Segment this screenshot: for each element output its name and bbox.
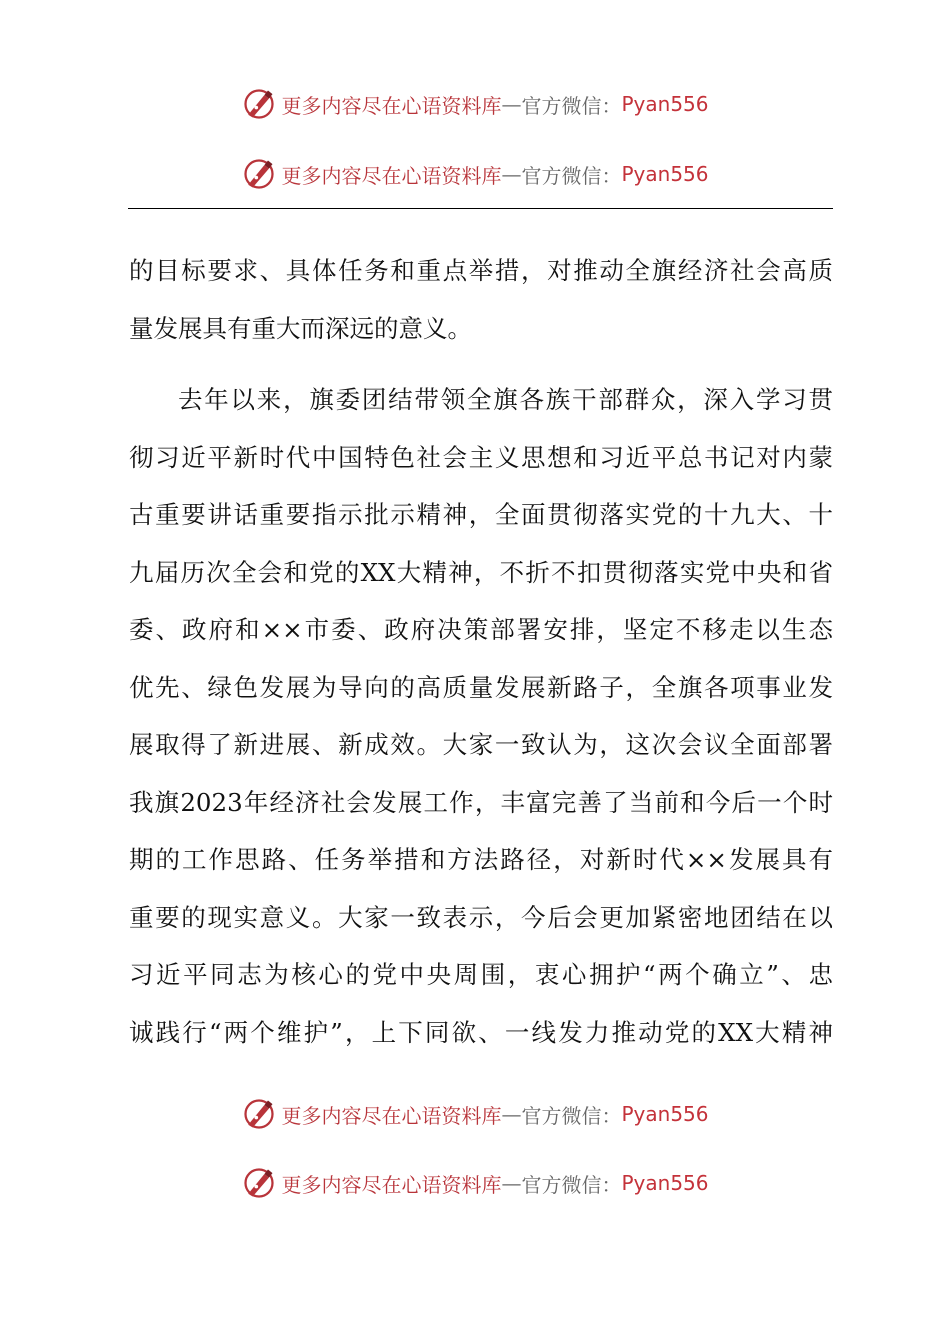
text-line: 期的工作思路、任务举措和方法路径，对新时代××发展具有 [129, 845, 833, 874]
document-body [129, 242, 833, 1061]
text-line: 委、政府和××市委、政府决策部署安排，坚定不移走以生态 [129, 615, 833, 644]
text-line: 量发展具有重大而深远的意义。 [129, 313, 472, 343]
watermark-dash: — [501, 1171, 522, 1195]
watermark-banner [0, 1163, 950, 1203]
text-line: 重要的现实意义。大家一致表示，今后会更加紧密地团结在以 [129, 902, 833, 932]
pen-logo-icon [241, 1165, 277, 1201]
text-line: 诚践行“两个维护”，上下同欲、一线发力推动党的XX大精神 [129, 1017, 833, 1047]
pen-logo-icon [241, 86, 277, 122]
paragraph [129, 371, 833, 1061]
watermark-wechat-id: Pyan556 [621, 162, 709, 186]
watermark-dash: — [501, 162, 522, 186]
text-line: 彻习近平新时代中国特色社会主义思想和习近平总书记对内蒙 [129, 442, 833, 472]
watermark-brand: 更多内容尽在心语资料库 [281, 93, 502, 118]
header-divider [128, 208, 833, 209]
watermark-wechat-id: Pyan556 [621, 1171, 709, 1195]
watermark-brand: 更多内容尽在心语资料库 [281, 1103, 502, 1128]
watermark-dash: — [501, 1102, 522, 1126]
text-line: 九届历次全会和党的XX大精神，不折不扣贯彻落实党中央和省 [129, 557, 833, 587]
watermark-wechat-id: Pyan556 [621, 1102, 709, 1126]
watermark-banner [0, 1094, 950, 1134]
watermark-banner [0, 84, 950, 124]
text-line: 我旗2023年经济社会发展工作，丰富完善了当前和今后一个时 [129, 787, 833, 817]
watermark-wechat-label: 官方微信： [521, 1172, 622, 1197]
watermark-dash: — [501, 92, 522, 116]
text-line: 的目标要求、具体任务和重点举措，对推动全旗经济社会高质 [129, 256, 833, 285]
text-line: 习近平同志为核心的党中央周围，衷心拥护“两个确立”、忠 [129, 960, 833, 989]
pen-logo-icon [241, 1096, 277, 1132]
pen-logo-icon [241, 156, 277, 192]
text-line: 优先、绿色发展为导向的高质量发展新路子，全旗各项事业发 [129, 672, 833, 702]
watermark-brand: 更多内容尽在心语资料库 [281, 1172, 502, 1197]
watermark-brand: 更多内容尽在心语资料库 [281, 163, 502, 188]
watermark-wechat-id: Pyan556 [621, 92, 709, 116]
text-line: 展取得了新进展、新成效。大家一致认为，这次会议全面部署 [129, 730, 833, 759]
watermark-wechat-label: 官方微信： [521, 93, 622, 118]
watermark-wechat-label: 官方微信： [521, 163, 622, 188]
text-line: 古重要讲话重要指示批示精神，全面贯彻落实党的十九大、十 [129, 500, 833, 529]
watermark-wechat-label: 官方微信： [521, 1103, 622, 1128]
watermark-banner [0, 154, 950, 194]
paragraph [129, 242, 833, 357]
text-line: 去年以来，旗委团结带领全旗各族干部群众，深入学习贯 [178, 385, 833, 414]
